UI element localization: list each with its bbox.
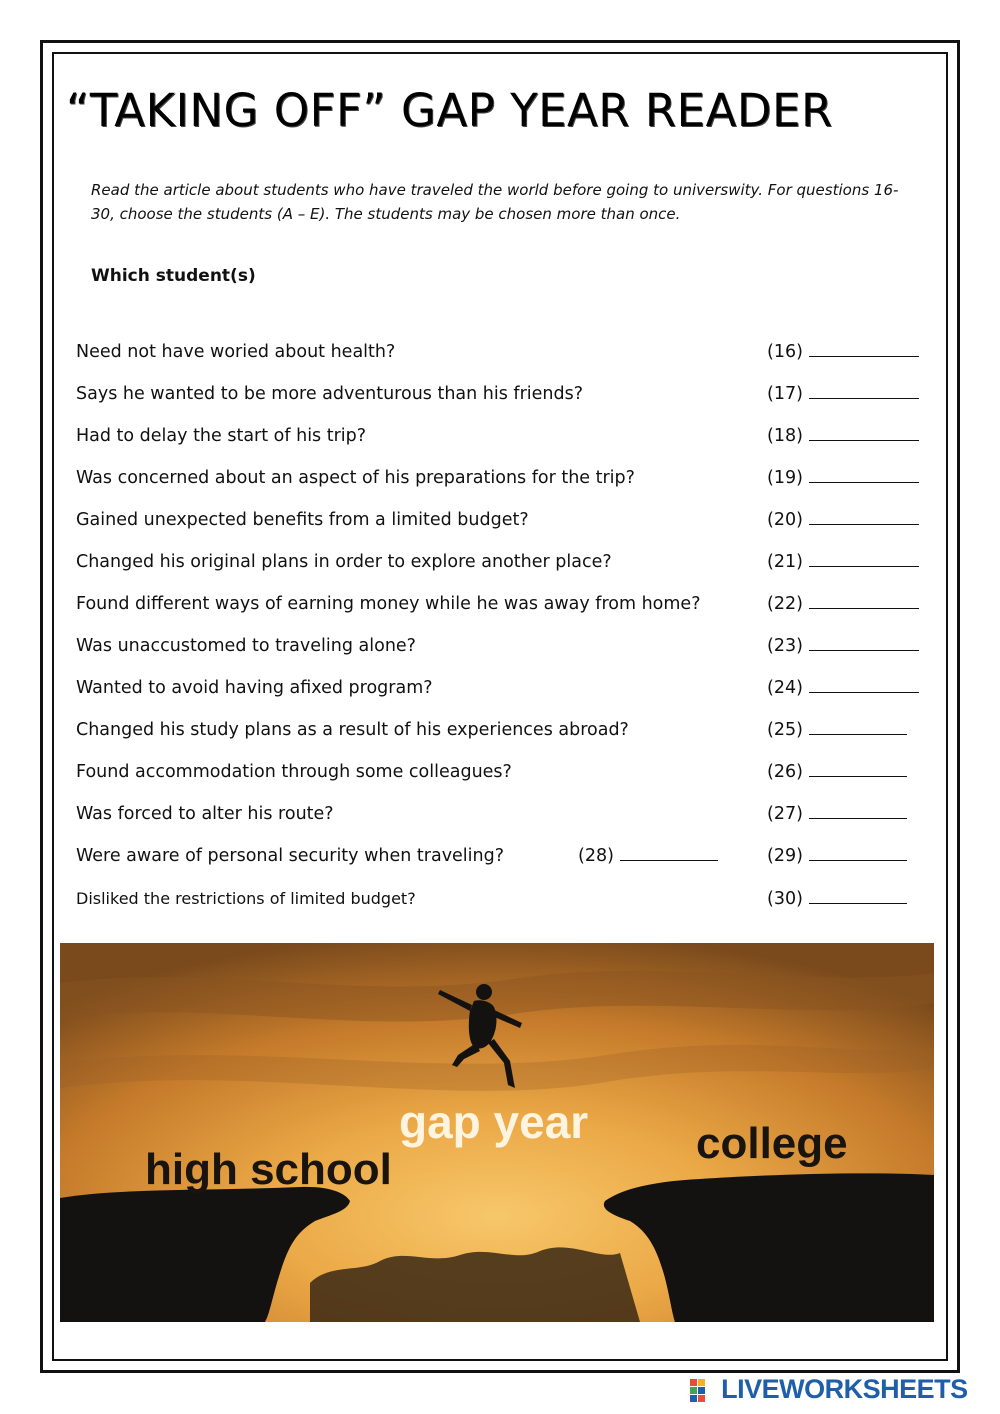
gap-year-image: [60, 943, 934, 1322]
question-26: Found accommodation through some colleagues?: [76, 762, 512, 782]
answer-number: (30): [767, 889, 803, 909]
answer-blank[interactable]: [809, 510, 919, 525]
answer-number: (29): [767, 846, 803, 866]
answer-blank[interactable]: [809, 804, 907, 819]
answer-number: (21): [767, 552, 803, 572]
answer-number: (27): [767, 804, 803, 824]
question-16: Need not have woried about health?: [76, 342, 396, 362]
answer-number: (17): [767, 384, 803, 404]
brand-text: LIVEWORKSHEETS: [721, 1374, 968, 1404]
answer-26[interactable]: [767, 762, 907, 782]
answer-16[interactable]: [767, 342, 919, 362]
instructions-text: Read the article about students who have traveled the world before going to universwity. For questions 16- 30, choose the students (A – E). The students may be chosen more than once.: [91, 181, 899, 223]
answer-number: (23): [767, 636, 803, 656]
label-college: college: [696, 1119, 848, 1168]
answer-25[interactable]: [767, 720, 907, 740]
question-28-29: Were aware of personal security when traveling?: [76, 846, 505, 866]
answer-number: (22): [767, 594, 803, 614]
label-gap-year: gap year: [399, 1096, 589, 1148]
answer-number: (24): [767, 678, 803, 698]
liveworksheets-logo-icon: [690, 1377, 714, 1403]
page-title: “TAKING OFF” GAP YEAR READER: [66, 84, 833, 137]
answer-blank[interactable]: [809, 636, 919, 651]
question-27: Was forced to alter his route?: [76, 804, 334, 824]
liveworksheets-brand[interactable]: [690, 1374, 968, 1408]
answer-blank[interactable]: [809, 426, 919, 441]
question-18: Had to delay the start of his trip?: [76, 426, 367, 446]
answer-blank[interactable]: [809, 678, 919, 693]
answer-24[interactable]: [767, 678, 919, 698]
answer-number: (16): [767, 342, 803, 362]
answer-19[interactable]: [767, 468, 919, 488]
which-student-label: Which student(s): [91, 266, 256, 286]
answer-22[interactable]: [767, 594, 919, 614]
answer-blank[interactable]: [809, 342, 919, 357]
answer-28[interactable]: [578, 846, 718, 866]
answer-blank[interactable]: [809, 720, 907, 735]
gap-year-illustration: [60, 943, 934, 1322]
answer-blank[interactable]: [809, 889, 907, 904]
question-17: Says he wanted to be more adventurous than his friends?: [76, 384, 584, 404]
label-high-school: high school: [145, 1145, 392, 1194]
answer-number: (19): [767, 468, 803, 488]
answer-number: (28): [578, 846, 614, 866]
answer-blank[interactable]: [809, 594, 919, 609]
answer-29[interactable]: [767, 846, 907, 866]
answer-number: (25): [767, 720, 803, 740]
answer-23[interactable]: [767, 636, 919, 656]
question-20: Gained unexpected benefits from a limited budget?: [76, 510, 529, 530]
question-25: Changed his study plans as a result of his experiences abroad?: [76, 720, 629, 740]
answer-blank[interactable]: [620, 846, 718, 861]
answer-30[interactable]: [767, 889, 907, 909]
answer-21[interactable]: [767, 552, 919, 572]
question-23: Was unaccustomed to traveling alone?: [76, 636, 416, 656]
answer-20[interactable]: [767, 510, 919, 530]
answer-number: (18): [767, 426, 803, 446]
answer-blank[interactable]: [809, 762, 907, 777]
answer-blank[interactable]: [809, 468, 919, 483]
question-30: Disliked the restrictions of limited budget?: [76, 889, 416, 908]
question-24: Wanted to avoid having afixed program?: [76, 678, 433, 698]
answer-blank[interactable]: [809, 552, 919, 567]
answer-18[interactable]: [767, 426, 919, 446]
answer-blank[interactable]: [809, 384, 919, 399]
answer-number: (20): [767, 510, 803, 530]
answer-number: (26): [767, 762, 803, 782]
answer-17[interactable]: [767, 384, 919, 404]
question-21: Changed his original plans in order to explore another place?: [76, 552, 612, 572]
question-19: Was concerned about an aspect of his preparations for the trip?: [76, 468, 635, 488]
answer-27[interactable]: [767, 804, 907, 824]
question-22: Found different ways of earning money while he was away from home?: [76, 594, 701, 614]
answer-blank[interactable]: [809, 846, 907, 861]
